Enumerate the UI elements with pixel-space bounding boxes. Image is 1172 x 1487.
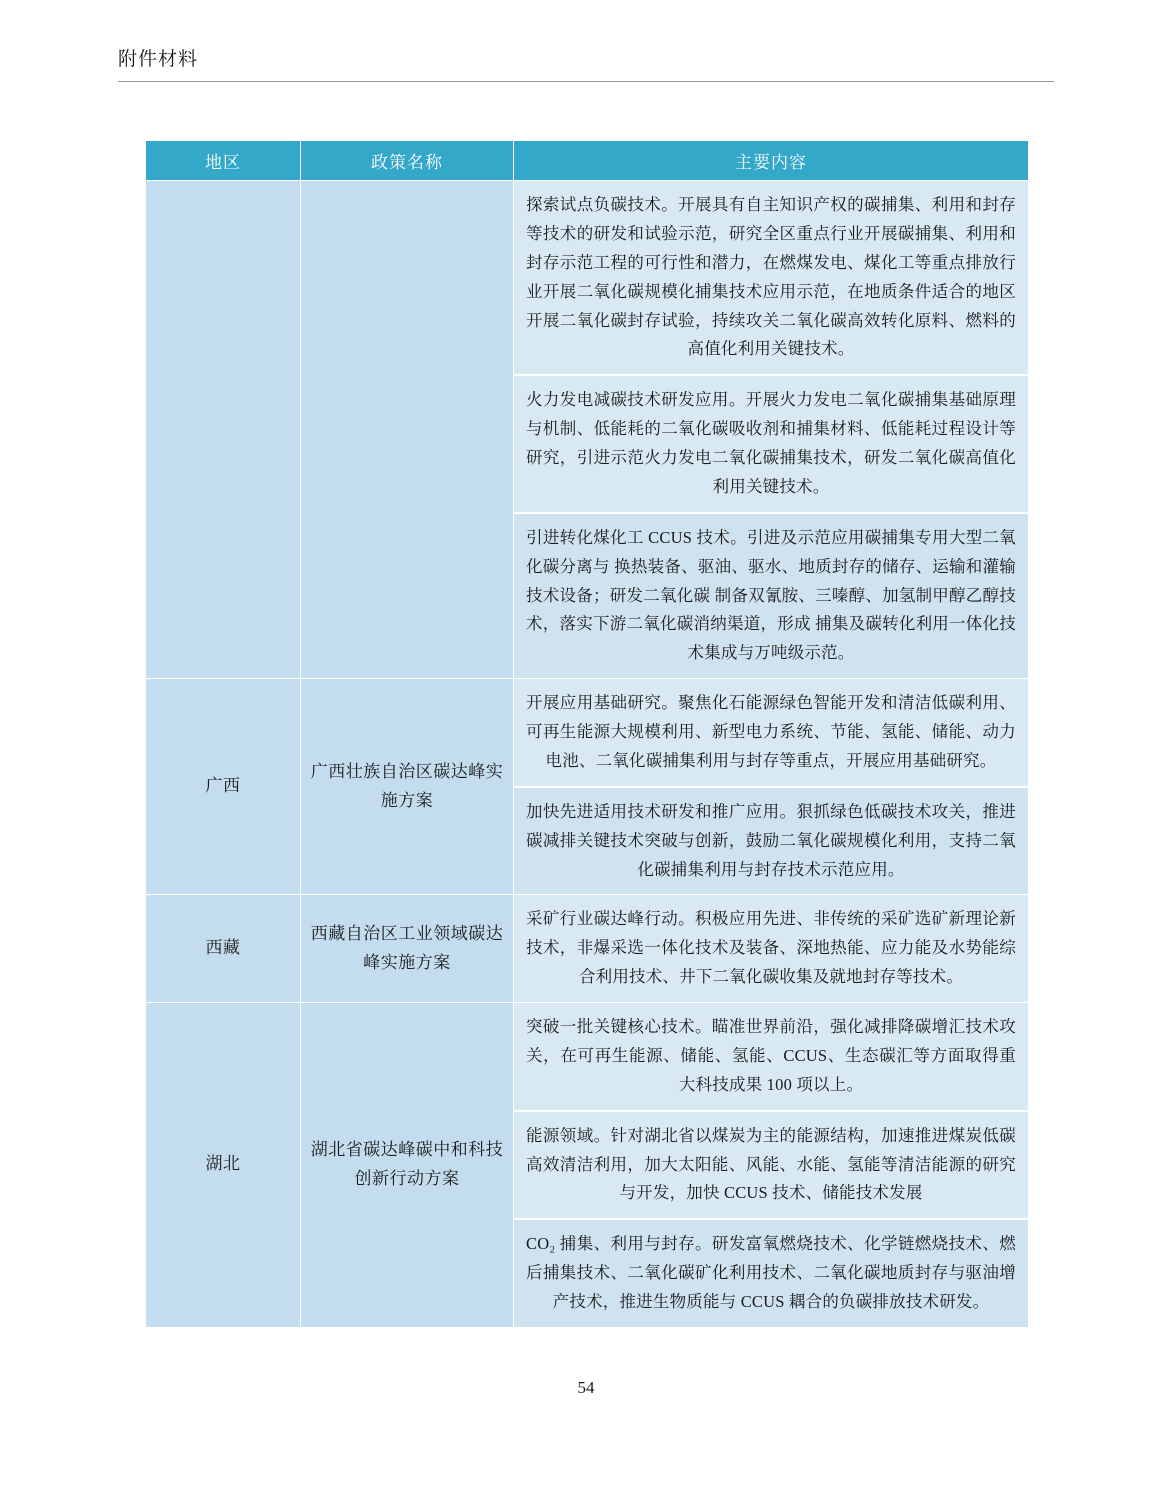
cell-policy-name: 西藏自治区工业领域碳达峰实施方案	[301, 895, 514, 1003]
policy-table	[145, 140, 1029, 1328]
content-paragraph: 能源领域。针对湖北省以煤炭为主的能源结构，加速推进煤炭低碳高效清洁利用，加大太阳能、风能、水能、氢能等清洁能源的研究与开发，加快 CCUS 技术、储能技术发展	[514, 1112, 1028, 1221]
content-paragraph: 开展应用基础研究。聚焦化石能源绿色智能开发和清洁低碳利用、可再生能源大规模利用、新型电力系统、节能、氢能、储能、动力电池、二氧化碳捕集利用与封存等重点，开展应用基础研究。	[514, 679, 1028, 788]
header-title: 附件材料	[118, 49, 199, 70]
table-row	[146, 181, 1029, 679]
table-body	[146, 181, 1029, 1328]
content-paragraph: 火力发电减碳技术研发应用。开展火力发电二氧化碳捕集基础原理与机制、低能耗的二氧化碳吸收剂和捕集材料、低能耗过程设计等研究，引进示范火力发电二氧化碳捕集技术，研发二氧化碳高值化利用关键技术。	[514, 376, 1028, 514]
content-paragraph: 采矿行业碳达峰行动。积极应用先进、非传统的采矿选矿新理论新技术，非爆采选一体化技术及装备、深地热能、应力能及水势能综合利用技术、井下二氧化碳收集及就地封存等技术。	[514, 895, 1028, 1002]
content-paragraph: 探索试点负碳技术。开展具有自主知识产权的碳捕集、利用和封存等技术的研发和试验示范，研究全区重点行业开展碳捕集、利用和封存示范工程的可行性和潜力，在燃煤发电、煤化工等重点排放行业开展二氧化碳规模化捕集技术应用示范，在地质条件适合的地区开展二氧化碳封存试验，持续攻关二氧化碳高效转化原料、燃料的高值化利用关键技术。	[514, 181, 1028, 376]
column-header-region: 地区	[146, 141, 301, 181]
content-paragraph: 突破一批关键核心技术。瞄准世界前沿，强化减排降碳增汇技术攻关，在可再生能源、储能、氢能、CCUS、生态碳汇等方面取得重大科技成果 100 项以上。	[514, 1003, 1028, 1112]
page-header	[118, 44, 1054, 82]
column-header-policy-name: 政策名称	[301, 141, 514, 181]
cell-main-content	[514, 895, 1029, 1003]
cell-policy-name	[301, 181, 514, 679]
cell-main-content	[514, 181, 1029, 679]
page-number: 54	[577, 1378, 595, 1397]
cell-region: 广西	[146, 679, 301, 895]
table-row	[146, 895, 1029, 1003]
cell-policy-name: 湖北省碳达峰碳中和科技创新行动方案	[301, 1003, 514, 1328]
content-paragraph: 引进转化煤化工 CCUS 技术。引进及示范应用碳捕集专用大型二氧化碳分离与 换热装备、驱油、驱水、地质封存的储存、运输和灌输技术设备；研发二氧化碳 制备双氰胺、三嗪醇、加氢制甲醇乙醇技术，落实下游二氧化碳消纳渠道，形成 捕集及碳转化利用一体化技术集成与万吨级示范。	[514, 514, 1028, 678]
table-header	[146, 141, 1029, 181]
table-row	[146, 1003, 1029, 1328]
column-header-main-content: 主要内容	[514, 141, 1029, 181]
cell-region	[146, 181, 301, 679]
cell-policy-name: 广西壮族自治区碳达峰实施方案	[301, 679, 514, 895]
content-paragraph: 加快先进适用技术研发和推广应用。狠抓绿色低碳技术攻关，推进碳减排关键技术突破与创新，鼓励二氧化碳规模化利用，支持二氧化碳捕集利用与封存技术示范应用。	[514, 788, 1028, 895]
header-divider	[118, 81, 1054, 82]
policy-table-container	[145, 140, 1028, 1328]
cell-region: 湖北	[146, 1003, 301, 1328]
cell-main-content	[514, 1003, 1029, 1328]
content-paragraph: CO₂ 捕集、利用与封存。研发富氧燃烧技术、化学链燃烧技术、燃后捕集技术、二氧化碳矿化利用技术、二氧化碳地质封存与驱油增产技术，推进生物质能与 CCUS 耦合的负碳排放技术研发。	[514, 1220, 1028, 1327]
cell-main-content	[514, 679, 1029, 895]
cell-region: 西藏	[146, 895, 301, 1003]
table-header-row	[146, 141, 1029, 181]
table-row	[146, 679, 1029, 895]
